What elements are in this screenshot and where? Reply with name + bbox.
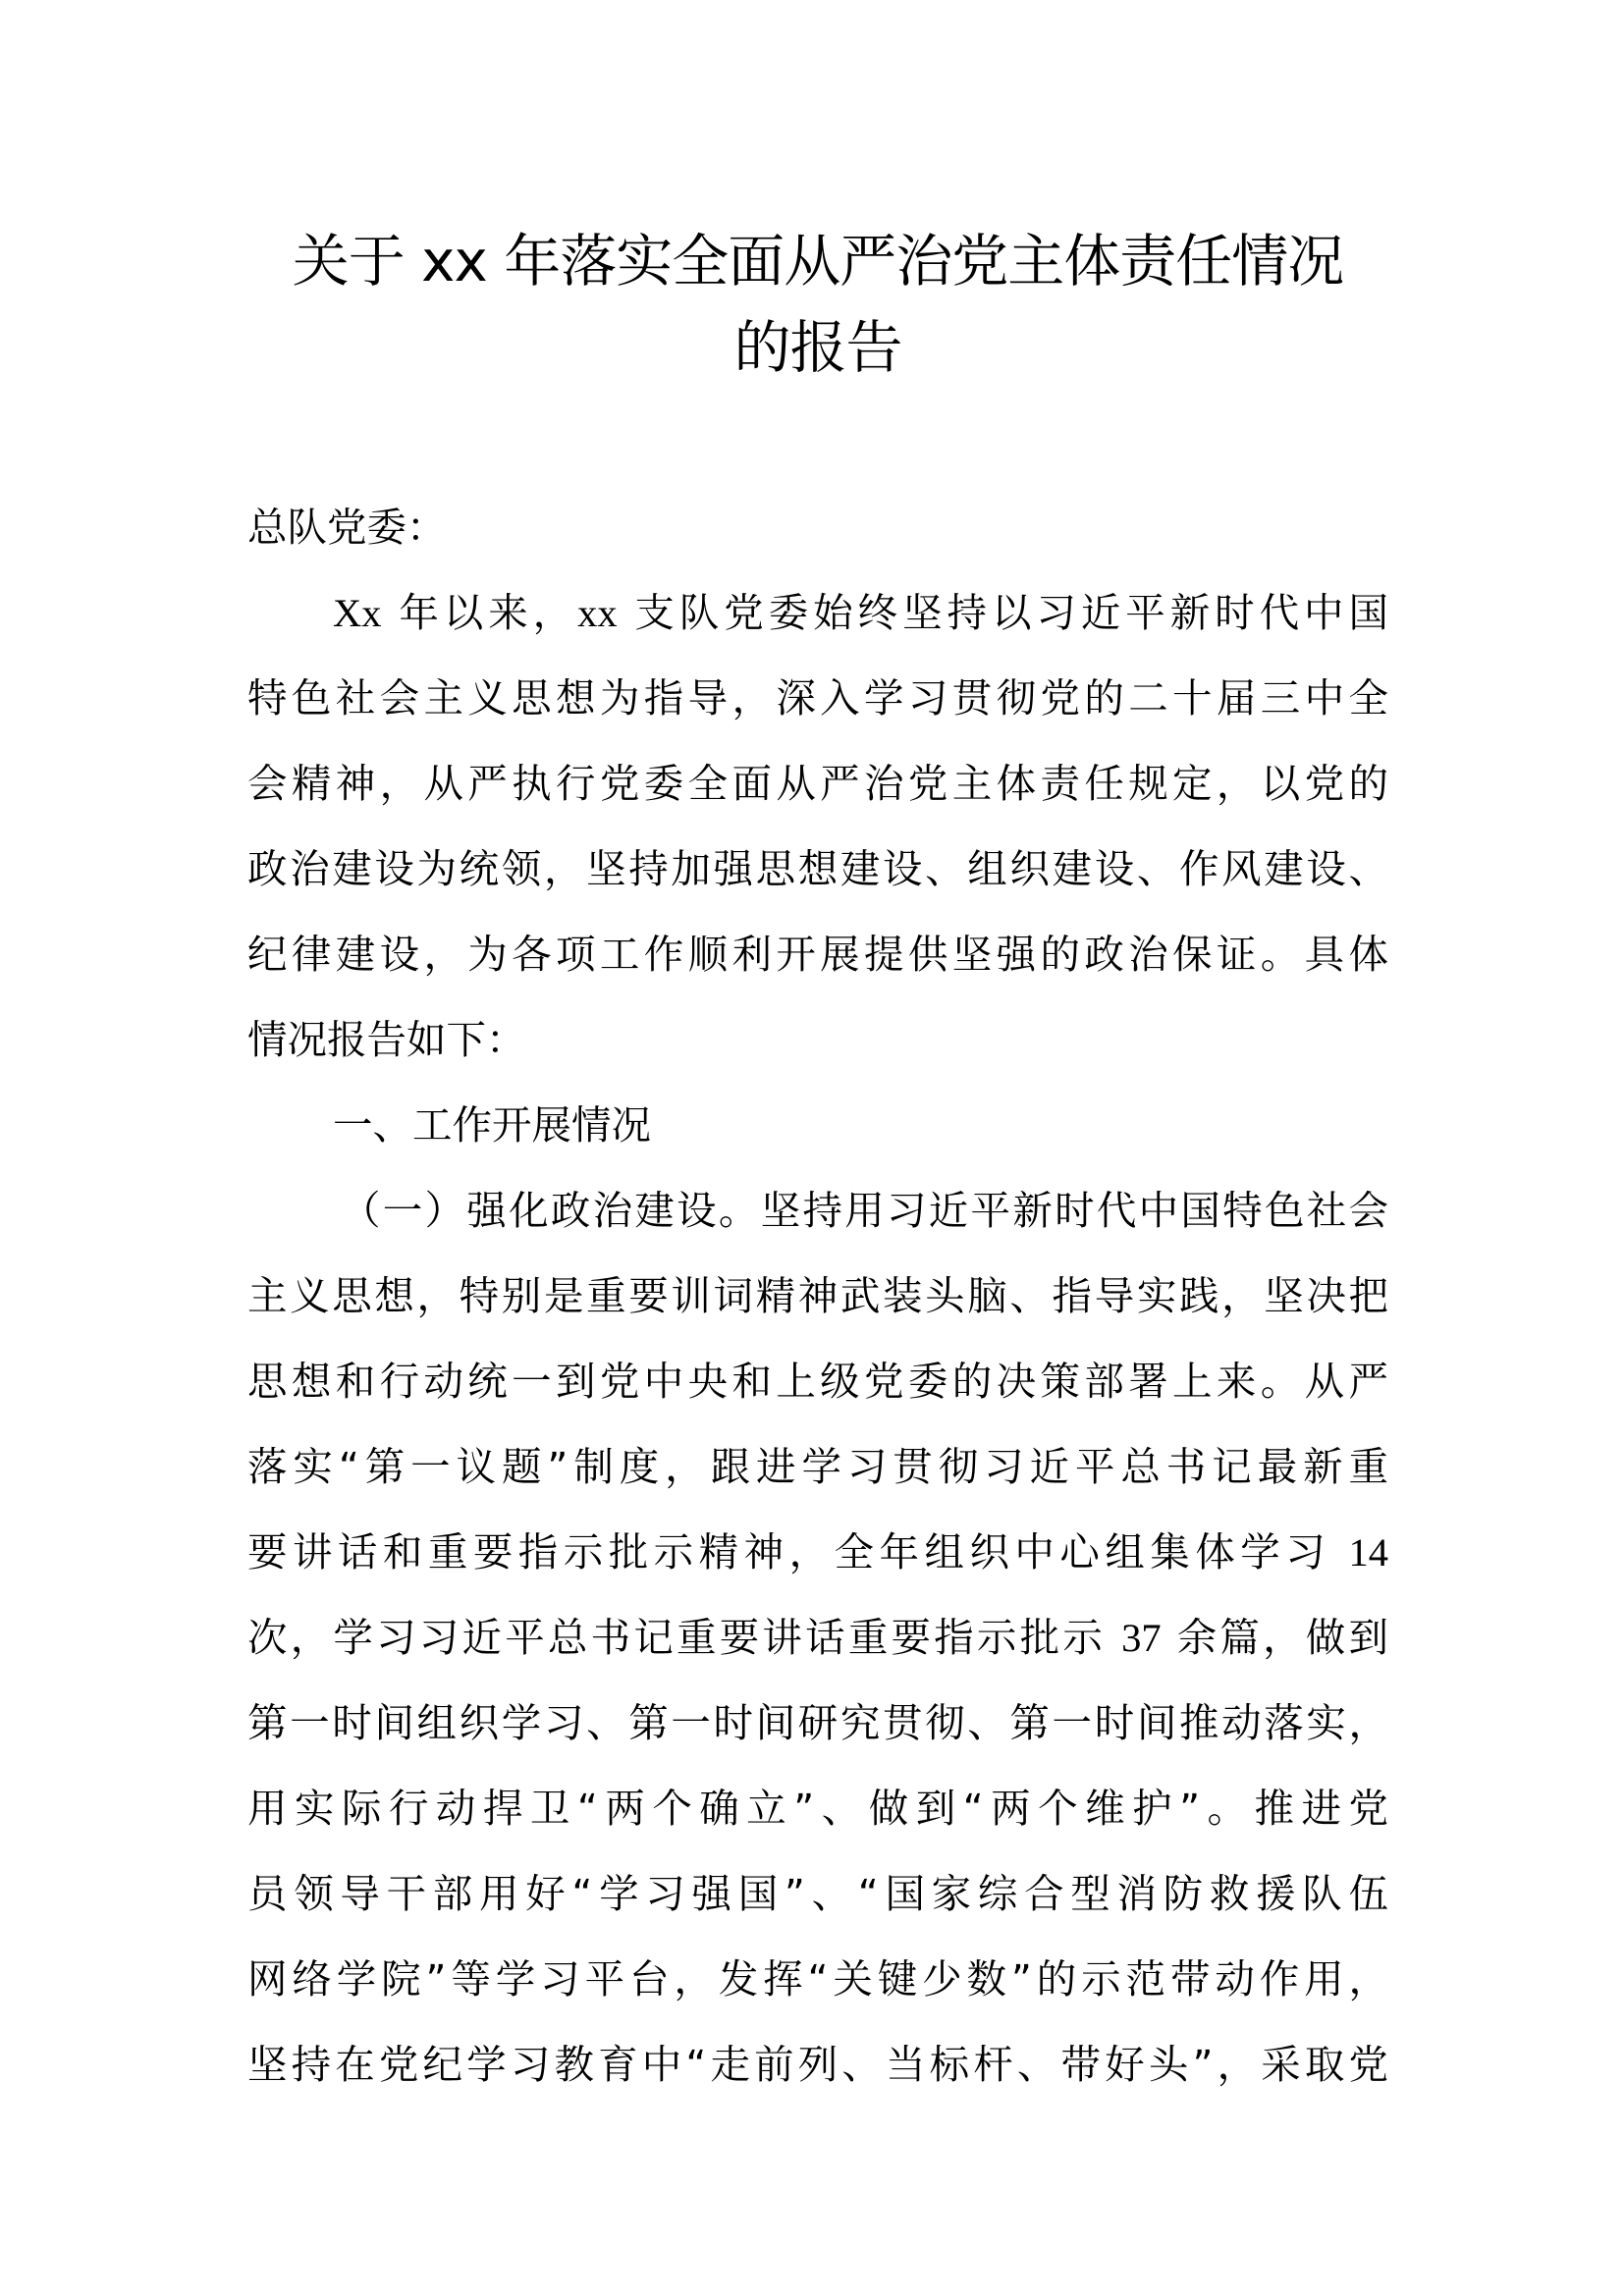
paragraph-line: 要讲话和重要指示批示精神，全年组织中心组集体学习 14 — [247, 1528, 1388, 1575]
salutation: 总队党委： — [247, 504, 447, 551]
paragraph-line: 主义思想，特别是重要训词精神武装头脑、指导实践，坚决把 — [247, 1272, 1388, 1319]
paragraph-line: 情况报告如下： — [247, 1016, 526, 1063]
paragraph-line: 政治建设为统领，坚持加强思想建设、组织建设、作风建设、 — [247, 845, 1388, 892]
paragraph-line: 员领导干部用好“学习强国”、“国家综合型消防救援队伍 — [247, 1870, 1388, 1917]
title-line-2: 的报告 — [733, 314, 902, 381]
latin-run: Xx — [333, 591, 382, 635]
paragraph-line: 纪律建设，为各项工作顺利开展提供坚强的政治保证。具体 — [247, 931, 1388, 978]
paragraph-line: 第一时间组织学习、第一时间研究贯彻、第一时间推动落实， — [247, 1699, 1388, 1746]
paragraph-line: 特色社会主义思想为指导，深入学习贯彻党的二十届三中全 — [247, 674, 1388, 721]
section-heading: 一、工作开展情况 — [333, 1101, 651, 1148]
paragraph-line: 会精神，从严执行党委全面从严治党主体责任规定，以党的 — [247, 760, 1388, 807]
paragraph-line: 次，学习习近平总书记重要讲话重要指示批示 37 余篇，做到 — [247, 1614, 1389, 1661]
document-body — [247, 485, 1388, 2108]
title-line-1: 关于 xx 年落实全面从严治党主体责任情况 — [292, 228, 1344, 294]
subsection-line: （一）强化政治建设。坚持用习近平新时代中国特色社会 — [341, 1187, 1388, 1234]
paragraph-line: 落实“第一议题”制度，跟进学习贯彻习近平总书记最新重 — [247, 1443, 1388, 1490]
paragraph-line: Xx 年以来，xx 支队党委始终坚持以习近平新时代中国 — [333, 589, 1389, 636]
document-title — [247, 218, 1388, 391]
paragraph-line: 思想和行动统一到党中央和上级党委的决策部署上来。从严 — [247, 1358, 1388, 1405]
latin-run: 37 — [1121, 1616, 1162, 1660]
paragraph-line: 网络学院”等学习平台，发挥“关键少数”的示范带动作用， — [247, 1955, 1388, 2002]
paragraph-line: 用实际行动捍卫“两个确立”、做到“两个维护”。推进党 — [247, 1785, 1388, 1832]
paragraph-line: 坚持在党纪学习教育中“走前列、当标杆、带好头”，采取党 — [247, 2041, 1388, 2088]
latin-run: 14 — [1348, 1530, 1388, 1575]
latin-run: xx — [577, 591, 618, 635]
